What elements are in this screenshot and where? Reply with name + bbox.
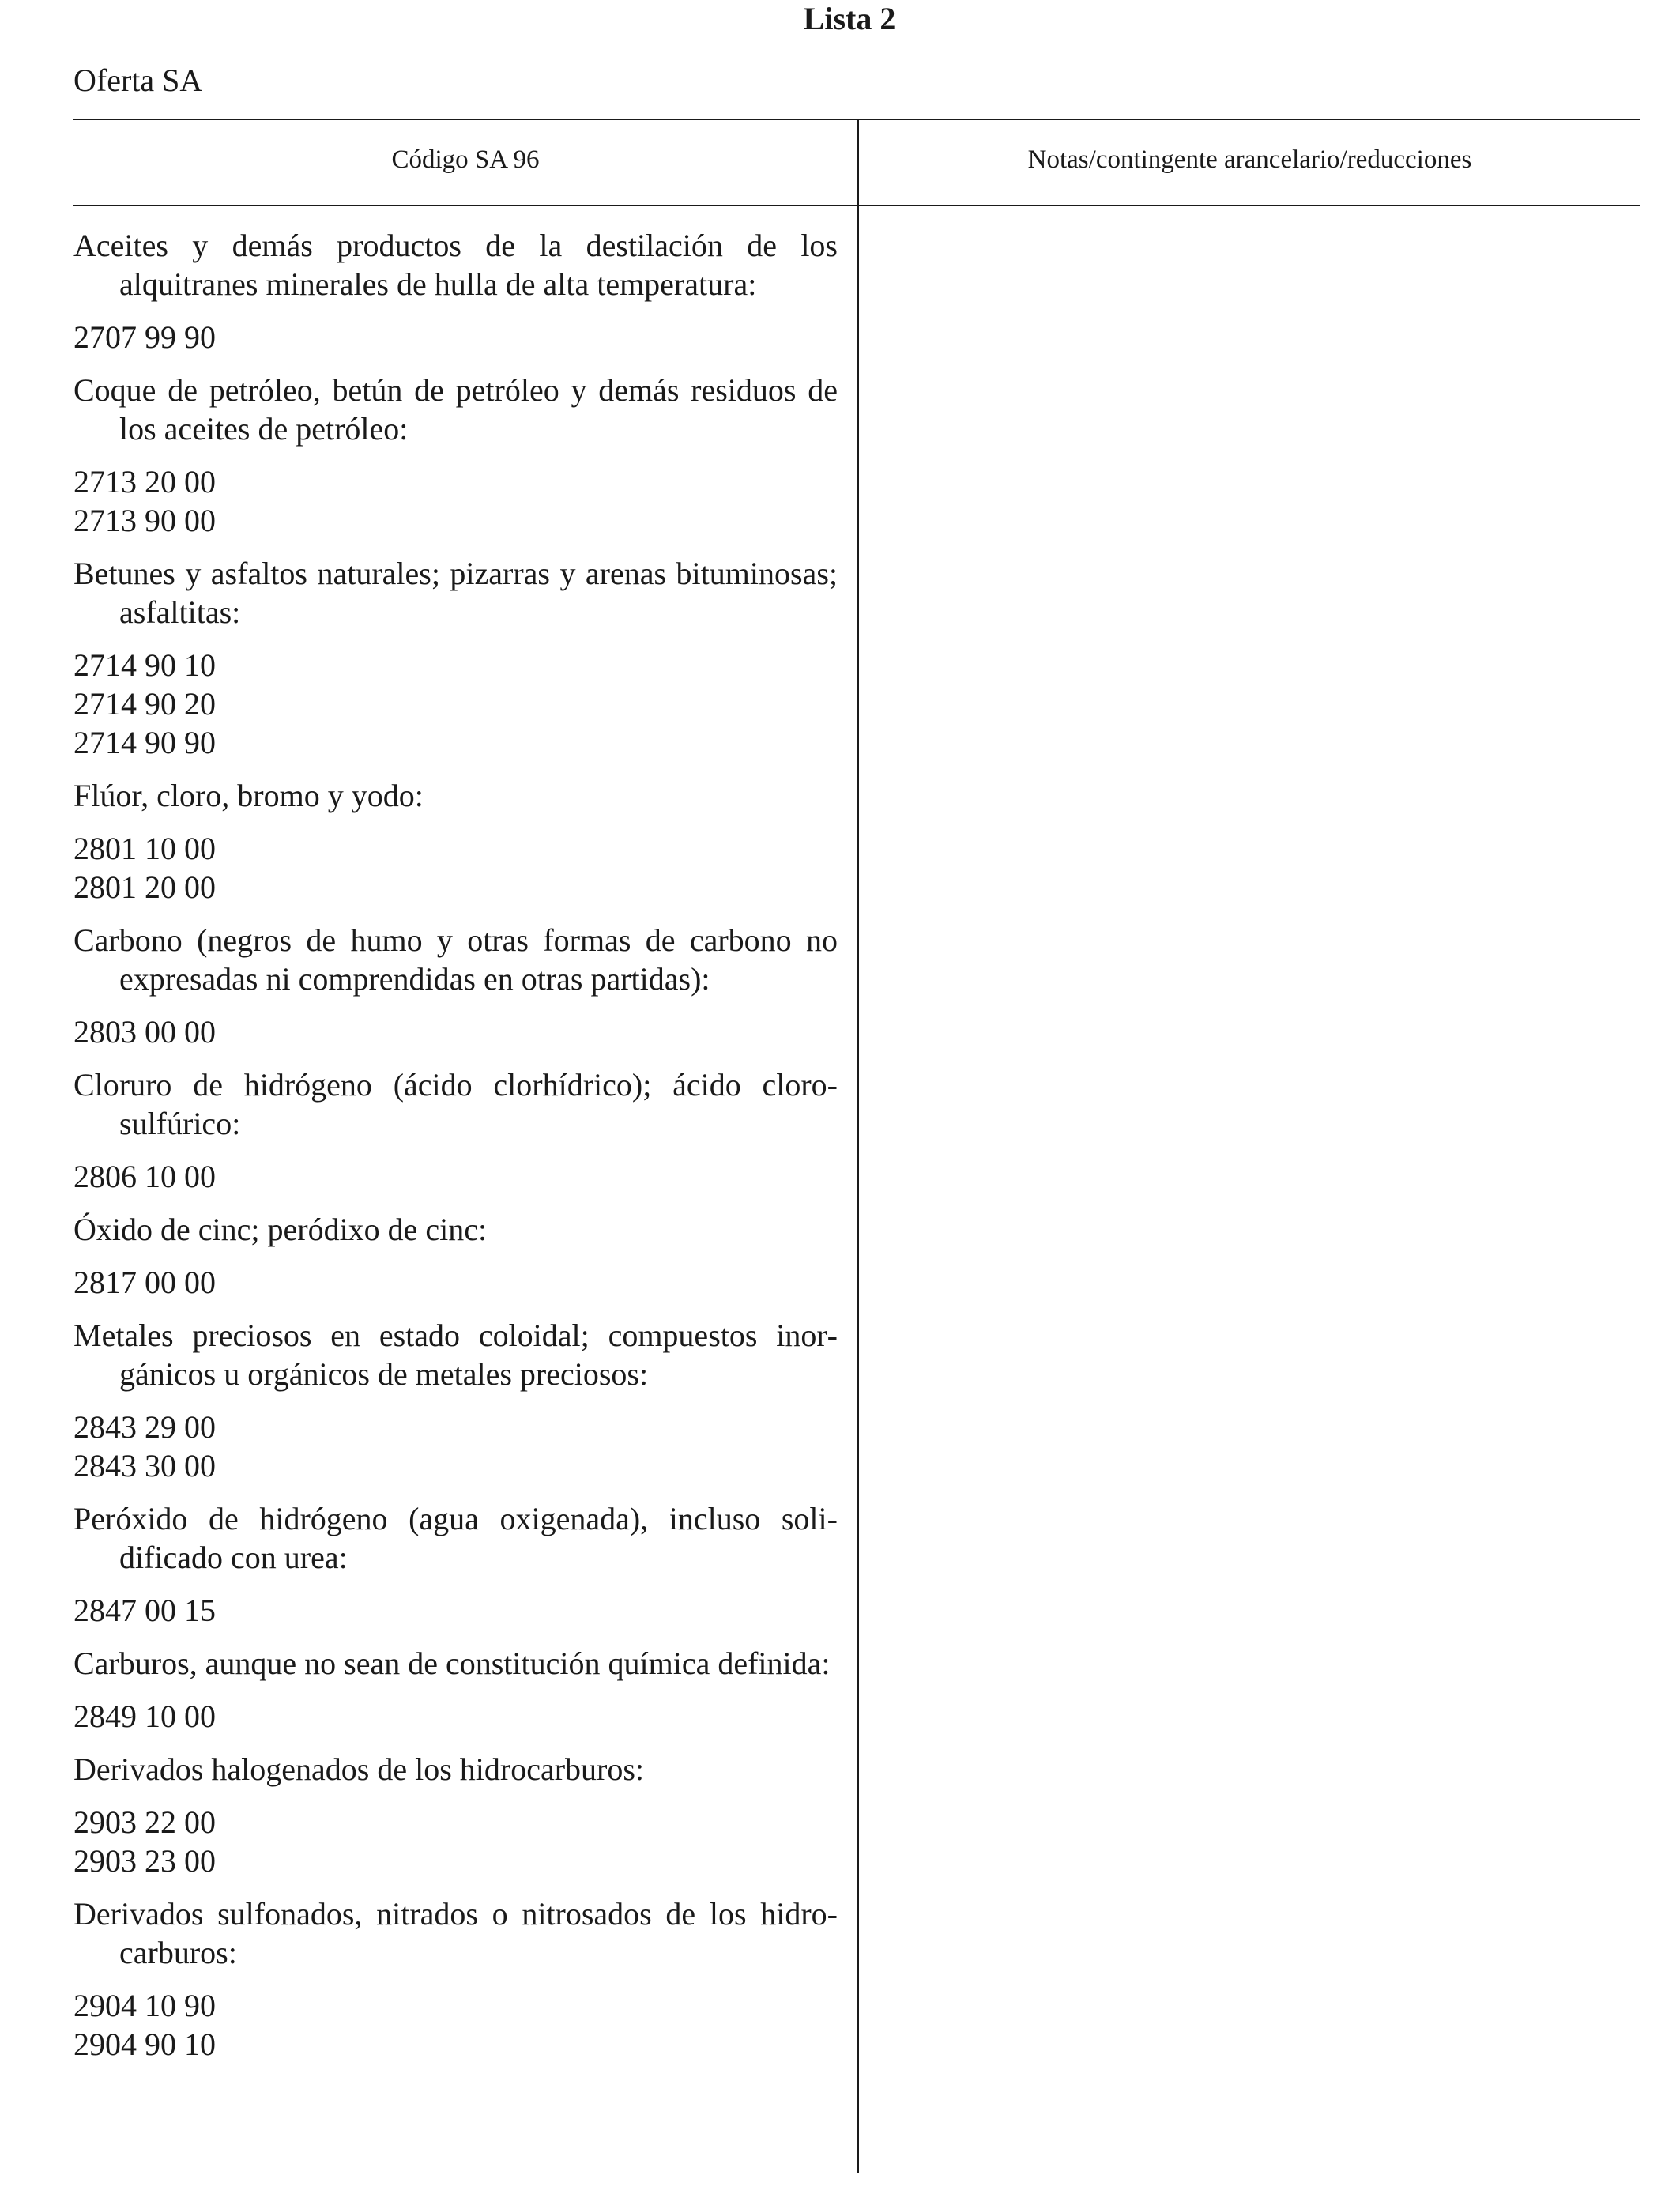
hs-code: 2801 20 00 [73, 869, 216, 905]
hs-code: 2843 30 00 [73, 1448, 216, 1483]
entry-description: Carburos, aunque no sean de constitución química definida: [73, 1646, 831, 1681]
entry-description: Óxido de cinc; peródixo de cinc: [73, 1212, 488, 1247]
hs-code: 2904 90 10 [73, 2026, 216, 2062]
entry-codes [73, 1803, 838, 1880]
hs-code: 2713 20 00 [73, 464, 216, 499]
entries-column [73, 226, 838, 2064]
column-header-notes: Notas/contingente arancelario/reducciones [1027, 145, 1472, 174]
section-label: Oferta SA [73, 62, 203, 98]
entry-codes [73, 829, 838, 907]
hs-code: 2904 10 90 [73, 1988, 216, 2023]
table-entry [73, 1499, 838, 1630]
entry-codes [73, 318, 838, 356]
entry-description: Metales preciosos en estado coloidal; compuestos inorgánicos u orgánicos de metales preciosos: [73, 1318, 838, 1392]
hs-code: 2849 10 00 [73, 1698, 216, 1734]
entry-codes [73, 1012, 838, 1051]
entry-codes [73, 1697, 838, 1736]
table-entry [73, 1316, 838, 1485]
hs-code: 2843 29 00 [73, 1409, 216, 1445]
table-entry [73, 1644, 838, 1736]
table-entry [73, 1065, 838, 1196]
entry-description: Peróxido de hidrógeno (agua oxigenada), incluso solidificado con urea: [73, 1501, 838, 1575]
entry-codes [73, 1591, 838, 1630]
entry-description: Derivados sulfonados, nitrados o nitrosados de los hidrocarburos: [73, 1896, 838, 1970]
column-header-code: Código SA 96 [391, 145, 540, 174]
table-entry [73, 1894, 838, 2064]
entry-codes [73, 1408, 838, 1485]
hs-code: 2806 10 00 [73, 1159, 216, 1194]
entry-description: Coque de petróleo, betún de petróleo y demás residuos de los aceites de petróleo: [73, 372, 838, 447]
table-entry [73, 1750, 838, 1880]
entry-description: Betunes y asfaltos naturales; pizarras y arenas bituminosas; asfaltitas: [73, 556, 838, 630]
entry-description: Derivados halogenados de los hidrocarburos: [73, 1751, 645, 1787]
hs-code: 2714 90 90 [73, 725, 216, 760]
entry-description: Carbono (negros de humo y otras formas de carbono no expresadas ni comprendidas en otras partidas): [73, 922, 838, 997]
table-entry [73, 776, 838, 907]
entry-description: Aceites y demás productos de la destilación de los alquitranes minerales de hulla de alta temperatura: [73, 228, 838, 302]
entry-codes [73, 646, 838, 762]
table-entry [73, 921, 838, 1051]
entry-description: Cloruro de hidrógeno (ácido clorhídrico); ácido clorosulfúrico: [73, 1067, 838, 1141]
hs-code: 2847 00 15 [73, 1593, 216, 1628]
hs-code: 2903 22 00 [73, 1804, 216, 1840]
hs-code: 2713 90 00 [73, 503, 216, 538]
page-title: Lista 2 [803, 1, 896, 36]
column-divider [857, 119, 859, 2173]
hs-code: 2803 00 00 [73, 1014, 216, 1050]
hs-code: 2714 90 20 [73, 686, 216, 722]
hs-code: 2714 90 10 [73, 647, 216, 683]
entry-codes [73, 1157, 838, 1196]
hs-code: 2801 10 00 [73, 831, 216, 866]
table-entry [73, 554, 838, 762]
entry-codes [73, 1263, 838, 1302]
table-entry [73, 1210, 838, 1302]
table-entry [73, 226, 838, 356]
table-entry [73, 371, 838, 540]
hs-code: 2903 23 00 [73, 1843, 216, 1879]
entry-codes [73, 1986, 838, 2064]
entry-description: Flúor, cloro, bromo y yodo: [73, 778, 424, 813]
hs-code: 2707 99 90 [73, 319, 216, 355]
entry-codes [73, 462, 838, 540]
hs-code: 2817 00 00 [73, 1265, 216, 1300]
